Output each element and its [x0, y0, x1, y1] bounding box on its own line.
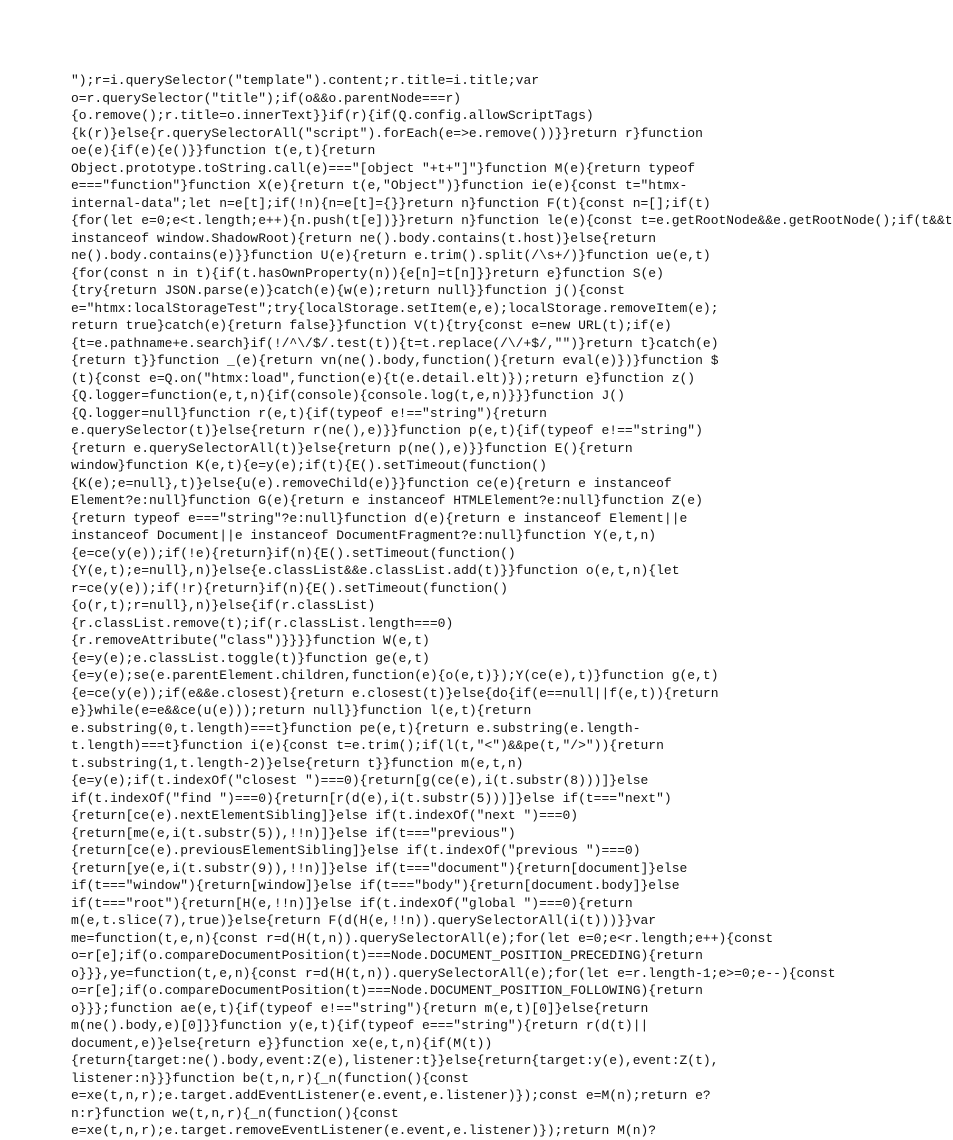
code-line: {for(let e=0;e<t.length;e++){n.push(t[e])}}return n}function le(e){const t=e.getRootNode&&e.getRootNode();if(t&&t: [71, 213, 953, 228]
code-line: o=r[e];if(o.compareDocumentPosition(t)===Node.DOCUMENT_POSITION_PRECEDING){return: [71, 948, 703, 963]
code-line: ");r=i.querySelector("template").content;r.title=i.title;var: [71, 73, 540, 88]
code-line: t.length)===t}function i(e){const t=e.trim();if(l(t,"<")&&pe(t,"/>")){return: [71, 738, 664, 753]
code-line: n:r}function we(t,n,r){_n(function(){const: [71, 1105, 399, 1121]
code-line: if(t==="window"){return[window]}else if(t==="body"){return[document.body]}else: [71, 878, 680, 893]
code-line: e.querySelector(t)}else{return r(ne(),e)}}function p(e,t){if(typeof e!=="string"): [71, 423, 703, 438]
code-line: window}function K(e,t){e=y(e);if(t){E().setTimeout(function(): [71, 458, 547, 473]
code-line: e="htmx:localStorageTest";try{localStorage.setItem(e,e);localStorage.removeItem(e);: [71, 300, 719, 316]
code-line: oe(e){if(e){e()}}function t(e,t){return: [71, 143, 376, 158]
code-line: m(e,t.slice(7),true)}else{return F(d(H(e,!!n)).querySelectorAll(i(t)))}}var: [71, 913, 657, 928]
code-line: {r.removeAttribute("class")}}}}function W(e,t): [71, 633, 430, 648]
code-line: instanceof Document||e instanceof DocumentFragment?e:null}function Y(e,t,n): [71, 528, 657, 543]
code-line: return true}catch(e){return false}}function V(t){try{const e=new URL(t);if(e): [71, 318, 672, 333]
code-line: ne().body.contains(e)}}function U(e){return e.trim().split(/\s+/)}function ue(e,t): [71, 248, 711, 263]
code-line: {e=y(e);se(e.parentElement.children,function(e){o(e,t)});Y(ce(e),t)}function g(e,t): [71, 668, 719, 683]
code-line: if(t.indexOf("find ")===0){return[r(d(e),i(t.substr(5)))]}else if(t==="next"): [71, 790, 672, 806]
code-line: e=xe(t,n,r);e.target.addEventListener(e.event,e.listener)});const e=M(n);return e?: [71, 1088, 711, 1103]
code-line: m(ne().body,e)[0]}}function y(e,t){if(typeof e==="string"){return r(d(t)||: [71, 1018, 649, 1033]
code-line: o=r.querySelector("title");if(o&&o.parentNode===r): [71, 90, 462, 106]
code-line: listener:n}}}function be(t,n,r){_n(function(){const: [71, 1070, 469, 1086]
code-line: {return typeof e==="string"?e:null}function d(e){return e instanceof Element||e: [71, 510, 688, 526]
code-line: {e=y(e);if(t.indexOf("closest ")===0){return[g(ce(e),i(t.substr(8)))]}else: [71, 773, 649, 788]
code-line: {return[me(e,i(t.substr(5)),!!n)]}else if(t==="previous"): [71, 825, 516, 841]
code-line: instanceof window.ShadowRoot){return ne().body.contains(t.host)}else{return: [71, 230, 657, 246]
code-line: {Q.logger=function(e,t,n){if(console){console.log(t,e,n)}}}function J(): [71, 388, 625, 403]
code-line: internal-data";let n=e[t];if(!n){n=e[t]={}}return n}function F(t){const n=[];if(t): [71, 195, 711, 211]
code-line: o}}},ye=function(t,e,n){const r=d(H(t,n)).querySelectorAll(e);for(let e=r.length-1;e>=0;e--){const: [71, 965, 836, 981]
code-line: if(t==="root"){return[H(e,!!n)]}else if(t.indexOf("global ")===0){return: [71, 895, 633, 911]
code-line: {return t}}function _(e){return vn(ne().body,function(){return eval(e)})}function $: [71, 353, 719, 368]
code-line: t.substring(1,t.length-2)}else{return t}}function m(e,t,n): [71, 755, 524, 771]
code-line: document,e)}else{return e}}function xe(e,t,n){if(M(t)): [71, 1035, 493, 1051]
code-line: {o(r,t);r=null},n)}else{if(r.classList): [71, 598, 376, 613]
code-line: r=ce(y(e));if(!r){return}if(n){E().setTimeout(function(): [71, 580, 508, 596]
code-line: {return[ce(e).nextElementSibling]}else if(t.indexOf("next ")===0): [71, 808, 579, 823]
code-line: o=r[e];if(o.compareDocumentPosition(t)===Node.DOCUMENT_POSITION_FOLLOWING){return: [71, 983, 703, 998]
code-line: {return e.querySelectorAll(t)}else{return p(ne(),e)}}function E(){return: [71, 440, 633, 456]
code-line: {Q.logger=null}function r(e,t){if(typeof e!=="string"){return: [71, 405, 547, 421]
code-line: {return[ce(e).previousElementSibling]}else if(t.indexOf("previous ")===0): [71, 843, 641, 858]
code-line: {o.remove();r.title=o.innerText}}if(r){if(Q.config.allowScriptTags): [71, 108, 594, 123]
code-line: Element?e:null}function G(e){return e instanceof HTMLElement?e:null}function Z(e): [71, 493, 703, 508]
code-line: (t){const e=Q.on("htmx:load",function(e){t(e.detail.elt)});return e}function z(): [71, 370, 696, 386]
code-line: {e=ce(y(e));if(!e){return}if(n){E().setTimeout(function(): [71, 545, 516, 561]
code-line: {r.classList.remove(t);if(r.classList.length===0): [71, 615, 454, 631]
code-line: e.substring(0,t.length)===t}function pe(e,t){return e.substring(e.length-: [71, 720, 641, 736]
code-line: {K(e);e=null},t)}else{u(e).removeChild(e)}}function ce(e){return e instanceof: [71, 475, 672, 491]
code-line: {try{return JSON.parse(e)}catch(e){w(e);return null}}function j(){const: [71, 283, 625, 298]
code-line: {e=ce(y(e));if(e&&e.closest){return e.closest(t)}else{do{if(e==null||f(e,t)){return: [71, 685, 719, 701]
code-line: {t=e.pathname+e.search}if(!/^\/$/.test(t)){t=t.replace(/\/+$/,"")}return t}catch(e): [71, 335, 719, 351]
code-line: me=function(t,e,n){const r=d(H(t,n)).querySelectorAll(e);for(let e=0;e<r.length;e++){const: [71, 930, 774, 946]
code-line: e}}while(e=e&&ce(u(e)));return null}}function l(e,t){return: [71, 703, 532, 718]
code-line: {k(r)}else{r.querySelectorAll("script").forEach(e=>e.remove())}}return r}function: [71, 125, 703, 141]
code-line: {for(const n in t){if(t.hasOwnProperty(n)){e[n]=t[n]}}return e}function S(e): [71, 265, 664, 281]
code-text-block: [71, 72, 953, 1140]
code-line: e=xe(t,n,r);e.target.removeEventListener(e.event,e.listener)});return M(n)?: [71, 1123, 657, 1138]
code-line: {Y(e,t);e=null},n)}else{e.classList&&e.classList.add(t)}}function o(e,t,n){let: [71, 563, 680, 578]
code-line: e==="function"}function X(e){return t(e,"Object")}function ie(e){const t="htmx-: [71, 178, 688, 193]
code-line: {return{target:ne().body,event:Z(e),listener:t}}else{return{target:y(e),event:Z(t),: [71, 1053, 719, 1068]
code-line: Object.prototype.toString.call(e)==="[object "+t+"]"}function M(e){return typeof: [71, 160, 696, 176]
code-line: o}}};function ae(e,t){if(typeof e!=="string"){return m(e,t)[0]}else{return: [71, 1000, 649, 1016]
code-line: {return[ye(e,i(t.substr(9)),!!n)]}else if(t==="document"){return[document]}else: [71, 860, 688, 876]
code-line: {e=y(e);e.classList.toggle(t)}function ge(e,t): [71, 650, 430, 666]
